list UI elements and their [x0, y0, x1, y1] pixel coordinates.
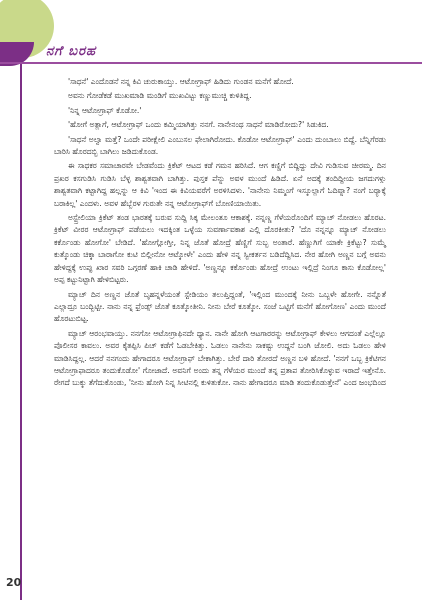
header-rule — [0, 62, 422, 64]
paragraph: 'ನಿನ್ನ ಆಟೋಗ್ರಾಫ್ ಕೊಡೋ.' — [68, 105, 142, 115]
page-number: 20 — [6, 576, 22, 589]
paragraph: ಅಸ್ಟ್ರೇಲಿಯಾ ಕ್ರಿಕೆಟ್ ತಂಡ ಭಾರತಕ್ಕೆ ಬರುವ ಸುದ್ದಿ ಸಿಕ್ಕ ಮೇಲಂತೂ ಆಕಾಶಕ್ಕೆ. ನನ್ನಣ್ಣ ಗೆಳೆಯರೊಂದಿಗೆ ಮ್ಯಾಚ್ ನೋಡಲು ಹೊರಟ. ಕ್ರಿಕೆಟ್ ವೀರರ ಆಟೋಗ್ರಾಫ್ ಪಡೆಯಲು ಇದಕ್ಕಿಂತ ಒಳ್ಳೆಯ ಸುವರ್ಣಾವಕಾಶ ಎಲ್ಲಿ ದೊರಕೀತು? 'ದೊ ನನ್ನನ್ನೂ ಮ್ಯಾಚ್ ನೋಡಲು ಕರ್ಕೊಂಡು ಹೋಗೋ' ಬೇಡಿದೆ. 'ಹೋಗ್ಲೋಗ್ತೀ, ನಿನ್ನ ಜೊತೆ ಹೋದ್ರೆ ಹೆಣ್ಣಿಗೆ ಸುಬ್ಬ ಅಂತಾರೆ. ಹೆಣ್ಣುಗಿಗೆ ಯಾಕೇ ಕ್ರಿಕೆಟ್ಟು? ಸುಮ್ಮೆ ಕುತ್ಕೊಂಡು ಚಿಕ್ಕಾ ಬಾರಾಗೋ ಕುಟಿ ಬಿಲ್ಲೀನೋ ಆಟ್ಕೋಳೇ' ಎಂದು ಹೇಳಿ ನನ್ನ ಸ್ವೀಕರ್ತನ ಬಡಿದೆದ್ದಿಸಿದ. ನೇರ ಹೋಗಿ ಅಣ್ಣನ ಬಗ್ಗೆ ಅವನು ಹೇಳಿದ್ದಕ್ಕೆ ಉಪ್ಪು ಖಾರ ಸವರಿ ಒಗ್ಗರಣೆ ಹಾಕಿ ಚಾಡಿ ಹೇಳಿದೆ. 'ಅಣ್ಣನ್ನೂ ಕರ್ಕೊಂಡು ಹೋದ್ರೆ ಉಂಟು ಇಲ್ಲಿದ್ರೆ ನಿಂಗೂ ಕಾಸು ಕೊಡೋಲ್ಲ' ಅಪ್ಪ ಕಟ್ಟುನಿಟ್ಟಾಗಿ ಹೇಳಿಬಿಟ್ಟರು. — [54, 213, 386, 285]
paragraph: 'ಸಾಧನೆ ಅಲ್ವಾ ಮತ್ತೆ? ಒಂದೇ ಪರೀಕ್ಷೇಲಿ ಎಂಬುಸಲ ಫೇಲಾಗಿರೋದು. ಕೊಡೋ ಆಟೋಗ್ರಾಫ್' ಎಂದು ದುಂಬಾಲು ಬಿದ್ದೆ. ಬೆನ್ನಿಗೆರಡು ಬಾರಿಸಿ ಹೊರದಬ್ಬಿ ಬಾಗಿಲು ಜಡಿದುಕೊಂಡ. — [54, 134, 386, 157]
article-body — [54, 76, 386, 392]
paragraph: ಈ ಸಾಧಕರ ಸಮಾಚಾರವೇ ಬೇಡವೆಂದು ಕ್ರಿಕೆಟ್ ಆಟದ ಕಡೆ ಗಮನ ಹರಿಸಿದೆ. ಆಗ ಕಣ್ಣಿಗೆ ಬಿದ್ದಿದ್ದು ದೇವಿ ಗುಡಿಸುವ ಚೀರಮ್ಮ. ದಿನ ಪ್ರಖರ ಕಸಗುಡಿಸಿ ಗುಡಿಸಿ ಬೆಳ್ಳ ಶಾಶ್ವತವಾಗಿ ಬಾಗಿತ್ತು. ಪುಸ್ತಕ ಪೆನ್ನು ಅವಳ ಮುಂದೆ ಹಿಡಿದೆ. ಏನೆ ಅದಕ್ಕೆ ತಂದಿದ್ದೀಯ ಜಗದುಗಳ್ಗು ಶಾಶ್ವತವಾಗಿ ಕಟ್ಟಾಗಿದ್ದ ಹಲ್ಲನ್ನು ಆ ಕಿವಿ 'ಇಂದ ಈ ಕಿವಿಯವರೆಗೆ ಅರಳಿಸಿದಳು. 'ನಾನೇನು ನಿಮ್ಮಂಗೆ ಇಸ್ಕೂಲ್ಲಾಗೆ ಓದಿವ್ನಾ? ನಂಗೆ ಬರ್‍ಯಾಕ್ಕೆ ಬರಾಕಿಲ್ಲ' ಎಂದಳು. ಅವಳ ಹೆಬ್ಬೆರಳ ಗುರುತೇ ನನ್ನ ಆಟೋಗ್ರಾಫ್‌ಗೆ ಬೋಣಿಯಾಯಿತು. — [54, 161, 386, 208]
paragraph: 'ಸಾಧನೆ' ಎಂದೊಡನೆ ನನ್ನ ಕಿವಿ ಚುರುಕಾಯ್ತು. ಆಟೋಗ್ರಾಫ್ ಹಿಡಿದು ಗುಂಡನ ಮನೆಗೆ ಹೋದೆ. — [68, 77, 294, 86]
paragraph: ಮ್ಯಾಚ್ ಆರಂಭವಾಯ್ತು. ನನಗೋ ಆಟೋಗ್ರಾಫಿನದೇ ಧ್ಯಾನ. ನಾನೇ ಹೋಗಿ ಆಟಗಾರರನ್ನು ಆಟೋಗ್ರಾಫ್ ಕೇಳಲು ಆಗದಂತೆ ಎಲ್ಲೆಲ್ಲೂ ಪೊಲೀಸರ ಕಾವಲು. ಅವರ ಕೈತಪ್ಪಿಸಿ ಪಿಚ್ ಕಡೆಗೆ ಓಡಬೇಕಿತ್ತು. ಓಡಲು ನಾನೇನು ಸಾಕಷ್ಟು ಉದ್ದನೆ ಬಂಗಿ ಜೋಲಿ. ಅದು ಓಡಲು ಹೇಳಿ ಮಾಡಿಸಿದ್ದಲ್ಲ. ಆದರೆ ನನಗಂದು ಹೇಗಾದರೂ ಆಟೋಗ್ರಾಫ್ ಬೇಕಾಗಿತ್ತು. ಬೇರೆ ದಾರಿ ತೋರದೆ ಅಣ್ಣನ ಬಳಿ ಹೋದೆ. 'ನನಗೆ ಒಬ್ಬ ಕ್ರಿಕೆಟಿಗನ ಆಟೋಗ್ರಾಫಾದರೂ ತಂದುಕೊಡೋ' ಗೋಜಾದೆ. ಅವನಿಗೆ ಅಂದು ತನ್ನ ಗೆಳೆಯರ ಮುಂದೆ ತನ್ನ ಪ್ರತಾಪ ತೋರಿಸಿಕೊಳ್ಳುವ ಇರಾದೆ ಇತ್ತೇನೊ. ರೇಗದೆ ಬುಕ್ಕು ತೆಗೆದುಕೊಂಡು, 'ನೀನು ಹೋಗಿ ನಿನ್ನ ಸೀಟಿನಲ್ಲಿ ಕುಳಿತುಕೋ. ನಾನು ಹೇಗಾದರೂ ಮಾಡಿ ತಂದುಕೊಡುತ್ತೇನೆ' ಎಂದ ಜಂಭದಿಂದ — [54, 328, 386, 388]
paragraph: ಮ್ಯಾಚ್ ದಿನ ಅಣ್ಣನ ಜೊತೆ ಬೃಹನ್ನಳೆಯಂತೆ ಸ್ಟೇಡಿಯಂ ತಲುಪ್ತಿದ್ದಂತೆ, 'ಇಲ್ಲಿಂದ ಮುಂದಕ್ಕೆ ನೀನು ಒಬ್ಬಳೇ ಹೋಗೇ. ನನ್ನೊತೆ ಎಲ್ಲಾದ್ರೂ ಬಂದ್ಬಿಟ್ಟೀ. ನಾನು ನನ್ನ ಫ್ರೆಂಡ್ಸ್ ಜೊತೆ ಕೂತ್ಕೋತೀನಿ. ನೀನು ಬೇರೆ ಕೂತ್ಕೋ. ಸಂಜೆ ಒಟ್ಟಿಗೆ ಮನೆಗೆ ಹೋಗೋಣ' ಎಂದು ಮುಂದೆ ಹೊರಟುಬಿಟ್ಟ. — [54, 289, 386, 324]
paragraph: ಅವನು ಗೋಡೆಕಡೆ ಮುಖಮಾಡಿ ಮಂಡಿಗೆ ಮುಖವಿಟ್ಟು ಕಣ್ಣುಮುಚ್ಚಿ ಕುಳಿತಿದ್ದ. — [68, 91, 252, 101]
section-title: ನಗೆ ಬರಹ — [46, 44, 96, 59]
paragraph: 'ಹೋಗೆ ಅತ್ಲಾಗೆ, ಆಟೋಗ್ರಾಫ್ ಒಂದು ಕಮ್ಮಿಯಾಗಿತ್ತು ನನಗೆ. ನಾನೇನಂಥ ಸಾಧನೆ ಮಾಡಿರೋದು?' ಸಿಡುಕಿದ. — [68, 120, 329, 130]
left-margin-rule — [20, 64, 22, 600]
